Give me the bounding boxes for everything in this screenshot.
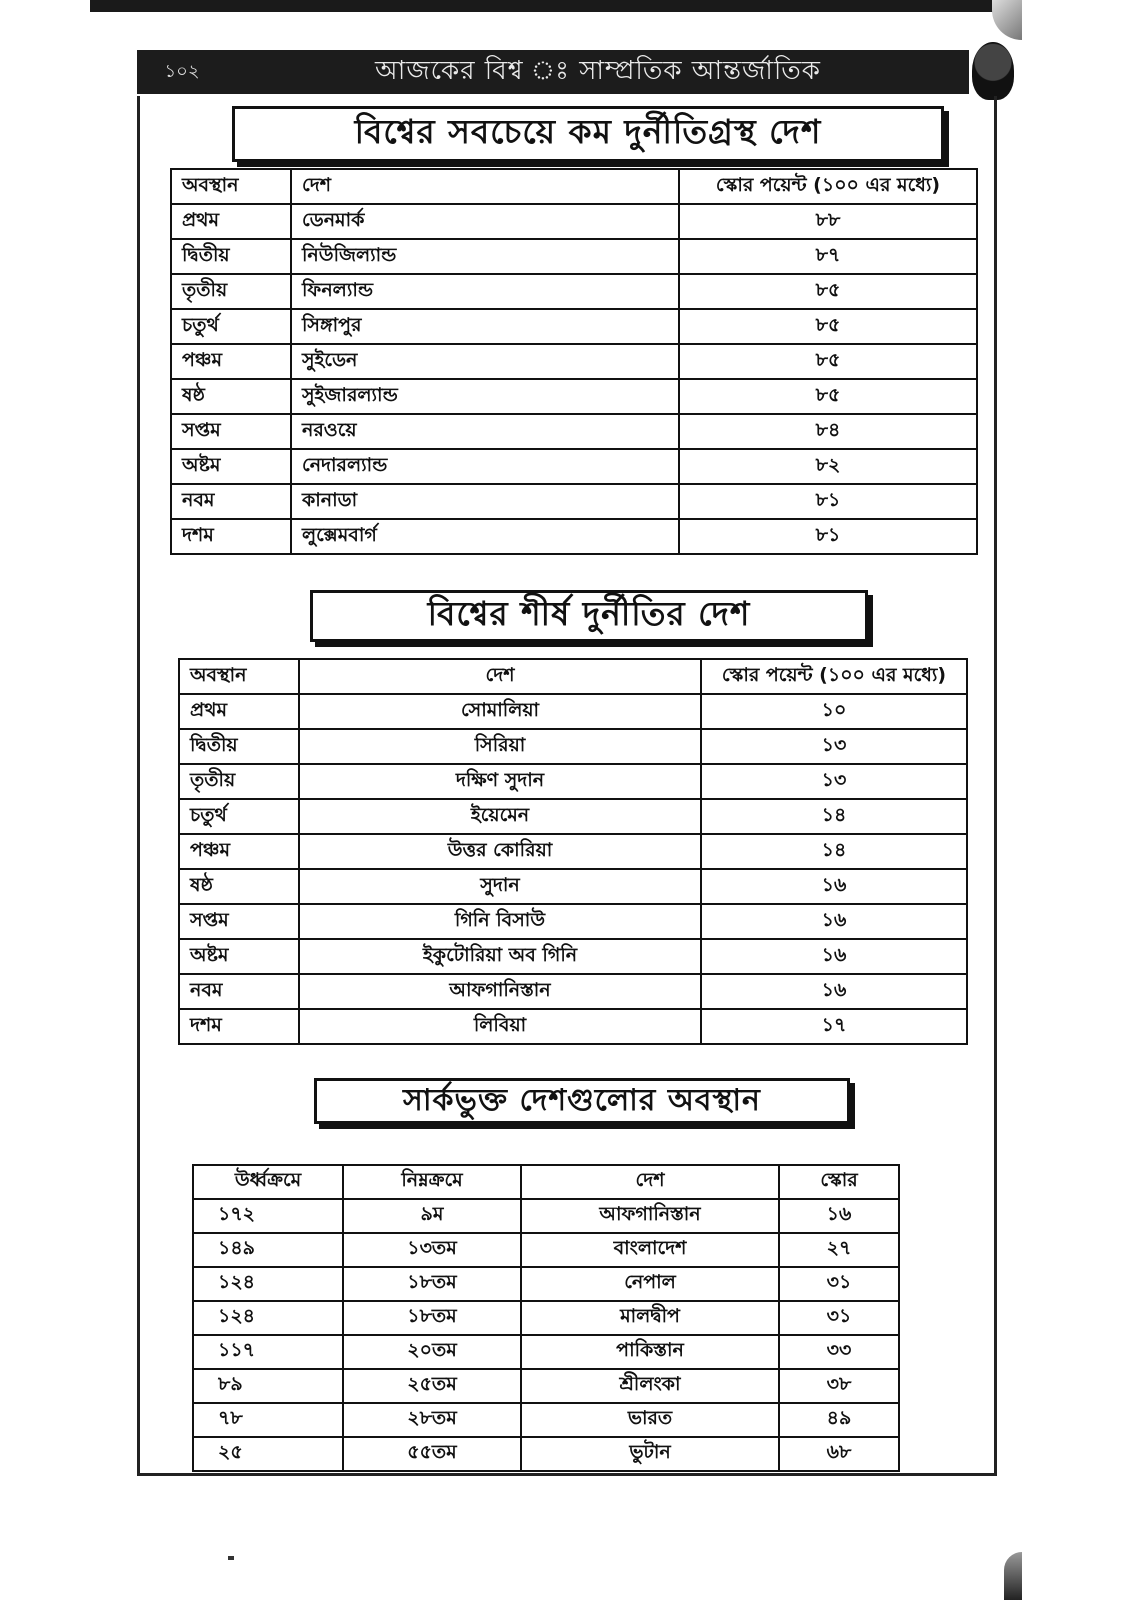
country-cell: দক্ষিণ সুদান — [299, 764, 701, 799]
score-cell: ১৩ — [701, 729, 967, 764]
most-corrupt-title: বিশ্বের শীর্ষ দুর্নীতির দেশ — [310, 590, 868, 642]
rank-cell: নবম — [171, 484, 291, 519]
rank-cell: তৃতীয় — [179, 764, 299, 799]
country-cell: উত্তর কোরিয়া — [299, 834, 701, 869]
country-cell: পাকিস্তান — [521, 1335, 779, 1369]
score-cell: ১৪ — [701, 799, 967, 834]
table-row — [179, 904, 967, 939]
score-cell: ৩১ — [779, 1301, 899, 1335]
score-cell: ১৭ — [701, 1009, 967, 1044]
score-cell: ৮২ — [679, 449, 977, 484]
score-cell: ২৭ — [779, 1233, 899, 1267]
table-row — [179, 834, 967, 869]
header-emblem-icon — [972, 42, 1014, 100]
country-cell: আফগানিস্তান — [521, 1199, 779, 1233]
saarc-title: সার্কভুক্ত দেশগুলোর অবস্থান — [314, 1078, 850, 1124]
score-cell: ১৪ — [701, 834, 967, 869]
score-cell: ৮৫ — [679, 274, 977, 309]
rank-cell: ষষ্ঠ — [171, 379, 291, 414]
country-cell: লিবিয়া — [299, 1009, 701, 1044]
country-cell: ইকুটোরিয়া অব গিনি — [299, 939, 701, 974]
country-cell: সুইজারল্যান্ড — [291, 379, 679, 414]
country-cell: বাংলাদেশ — [521, 1233, 779, 1267]
ascending-rank-cell: ১১৭ — [193, 1335, 343, 1369]
country-cell: গিনি বিসাউ — [299, 904, 701, 939]
score-cell: ১৬ — [701, 904, 967, 939]
table-row — [193, 1369, 899, 1403]
rank-cell: ষষ্ঠ — [179, 869, 299, 904]
score-cell: ৮১ — [679, 484, 977, 519]
country-cell: সুইডেন — [291, 344, 679, 379]
saarc-table — [192, 1164, 900, 1472]
country-cell: ফিনল্যান্ড — [291, 274, 679, 309]
table-row — [193, 1335, 899, 1369]
table-row — [179, 799, 967, 834]
table-row — [171, 484, 977, 519]
country-cell: লুক্সেমবার্গ — [291, 519, 679, 554]
table-row — [193, 1437, 899, 1471]
rank-cell: পঞ্চম — [171, 344, 291, 379]
rank-cell: দ্বিতীয় — [179, 729, 299, 764]
column-header-rank: অবস্থান — [171, 169, 291, 204]
rank-cell: চতুর্থ — [179, 799, 299, 834]
score-cell: ১৩ — [701, 764, 967, 799]
descending-rank-cell: ২৮তম — [343, 1403, 521, 1437]
rank-cell: পঞ্চম — [179, 834, 299, 869]
table-row — [171, 309, 977, 344]
country-cell: কানাডা — [291, 484, 679, 519]
score-cell: ৮১ — [679, 519, 977, 554]
table-row — [193, 1267, 899, 1301]
score-cell: ৮৭ — [679, 239, 977, 274]
column-header-country: দেশ — [291, 169, 679, 204]
score-cell: ৮৪ — [679, 414, 977, 449]
score-cell: ৩১ — [779, 1267, 899, 1301]
score-cell: ৩৩ — [779, 1335, 899, 1369]
descending-rank-cell: ৯ম — [343, 1199, 521, 1233]
running-title: আজকের বিশ্ব ঃ সাম্প্রতিক আন্তর্জাতিক — [375, 56, 821, 86]
ascending-rank-cell: ৮৯ — [193, 1369, 343, 1403]
country-cell: সুদান — [299, 869, 701, 904]
score-cell: ৬৮ — [779, 1437, 899, 1471]
table-row — [179, 939, 967, 974]
table-row — [179, 869, 967, 904]
rank-cell: দশম — [179, 1009, 299, 1044]
table-row — [171, 414, 977, 449]
table-row — [179, 764, 967, 799]
table-row — [193, 1403, 899, 1437]
rank-cell: প্রথম — [171, 204, 291, 239]
scan-corner-shadow-bottom — [1004, 1552, 1022, 1600]
ascending-rank-cell: ১৪৯ — [193, 1233, 343, 1267]
ascending-rank-cell: ১৭২ — [193, 1199, 343, 1233]
table-row — [171, 204, 977, 239]
rank-cell: দ্বিতীয় — [171, 239, 291, 274]
country-cell: ভুটান — [521, 1437, 779, 1471]
scan-corner-shadow — [992, 0, 1022, 40]
scan-speck — [228, 1556, 234, 1560]
table-row — [179, 729, 967, 764]
ascending-rank-cell: ১২৪ — [193, 1301, 343, 1335]
country-cell: ডেনমার্ক — [291, 204, 679, 239]
score-cell: ১৬ — [701, 869, 967, 904]
descending-rank-cell: ১৩তম — [343, 1233, 521, 1267]
table-row — [179, 974, 967, 1009]
rank-cell: সপ্তম — [171, 414, 291, 449]
country-cell: নেপাল — [521, 1267, 779, 1301]
score-cell: ৪৯ — [779, 1403, 899, 1437]
score-cell: ৩৮ — [779, 1369, 899, 1403]
country-cell: সোমালিয়া — [299, 694, 701, 729]
table-row — [171, 239, 977, 274]
page-number: ১০২ — [164, 60, 200, 82]
table-row — [193, 1199, 899, 1233]
running-header — [137, 50, 969, 94]
table-row — [179, 694, 967, 729]
table-row — [193, 1233, 899, 1267]
column-header-rank: অবস্থান — [179, 659, 299, 694]
rank-cell: চতুর্থ — [171, 309, 291, 344]
table-header-row — [193, 1165, 899, 1199]
table-row — [171, 344, 977, 379]
descending-rank-cell: ২৫তম — [343, 1369, 521, 1403]
rank-cell: তৃতীয় — [171, 274, 291, 309]
table-row — [193, 1301, 899, 1335]
score-cell: ৮৫ — [679, 309, 977, 344]
column-header-score: স্কোর — [779, 1165, 899, 1199]
column-header-descending: নিম্নক্রমে — [343, 1165, 521, 1199]
column-header-score: স্কোর পয়েন্ট (১০০ এর মধ্যে) — [679, 169, 977, 204]
score-cell: ১৬ — [779, 1199, 899, 1233]
score-cell: ৮৫ — [679, 344, 977, 379]
score-cell: ১৬ — [701, 974, 967, 1009]
country-cell: সিরিয়া — [299, 729, 701, 764]
rank-cell: সপ্তম — [179, 904, 299, 939]
column-header-country: দেশ — [299, 659, 701, 694]
descending-rank-cell: ৫৫তম — [343, 1437, 521, 1471]
rank-cell: প্রথম — [179, 694, 299, 729]
ascending-rank-cell: ২৫ — [193, 1437, 343, 1471]
score-cell: ১০ — [701, 694, 967, 729]
table-header-row — [179, 659, 967, 694]
score-cell: ৮৫ — [679, 379, 977, 414]
table-row — [171, 519, 977, 554]
ascending-rank-cell: ১২৪ — [193, 1267, 343, 1301]
country-cell: ইয়েমেন — [299, 799, 701, 834]
country-cell: নিউজিল্যান্ড — [291, 239, 679, 274]
most-corrupt-table — [178, 658, 968, 1045]
country-cell: শ্রীলংকা — [521, 1369, 779, 1403]
table-header-row — [171, 169, 977, 204]
country-cell: ভারত — [521, 1403, 779, 1437]
column-header-ascending: উর্ধ্বক্রমে — [193, 1165, 343, 1199]
score-cell: ৮৮ — [679, 204, 977, 239]
country-cell: আফগানিস্তান — [299, 974, 701, 1009]
country-cell: নরওয়ে — [291, 414, 679, 449]
descending-rank-cell: ১৮তম — [343, 1267, 521, 1301]
score-cell: ১৬ — [701, 939, 967, 974]
country-cell: নেদারল্যান্ড — [291, 449, 679, 484]
rank-cell: দশম — [171, 519, 291, 554]
least-corrupt-title: বিশ্বের সবচেয়ে কম দুর্নীতিগ্রস্থ দেশ — [232, 106, 944, 162]
table-row — [171, 379, 977, 414]
table-row — [171, 274, 977, 309]
rank-cell: অষ্টম — [171, 449, 291, 484]
country-cell: সিঙ্গাপুর — [291, 309, 679, 344]
scan-edge-top — [90, 0, 1020, 12]
ascending-rank-cell: ৭৮ — [193, 1403, 343, 1437]
column-header-country: দেশ — [521, 1165, 779, 1199]
table-row — [179, 1009, 967, 1044]
country-cell: মালদ্বীপ — [521, 1301, 779, 1335]
column-header-score: স্কোর পয়েন্ট (১০০ এর মধ্যে) — [701, 659, 967, 694]
descending-rank-cell: ২০তম — [343, 1335, 521, 1369]
rank-cell: নবম — [179, 974, 299, 1009]
least-corrupt-table — [170, 168, 978, 555]
table-row — [171, 449, 977, 484]
rank-cell: অষ্টম — [179, 939, 299, 974]
descending-rank-cell: ১৮তম — [343, 1301, 521, 1335]
